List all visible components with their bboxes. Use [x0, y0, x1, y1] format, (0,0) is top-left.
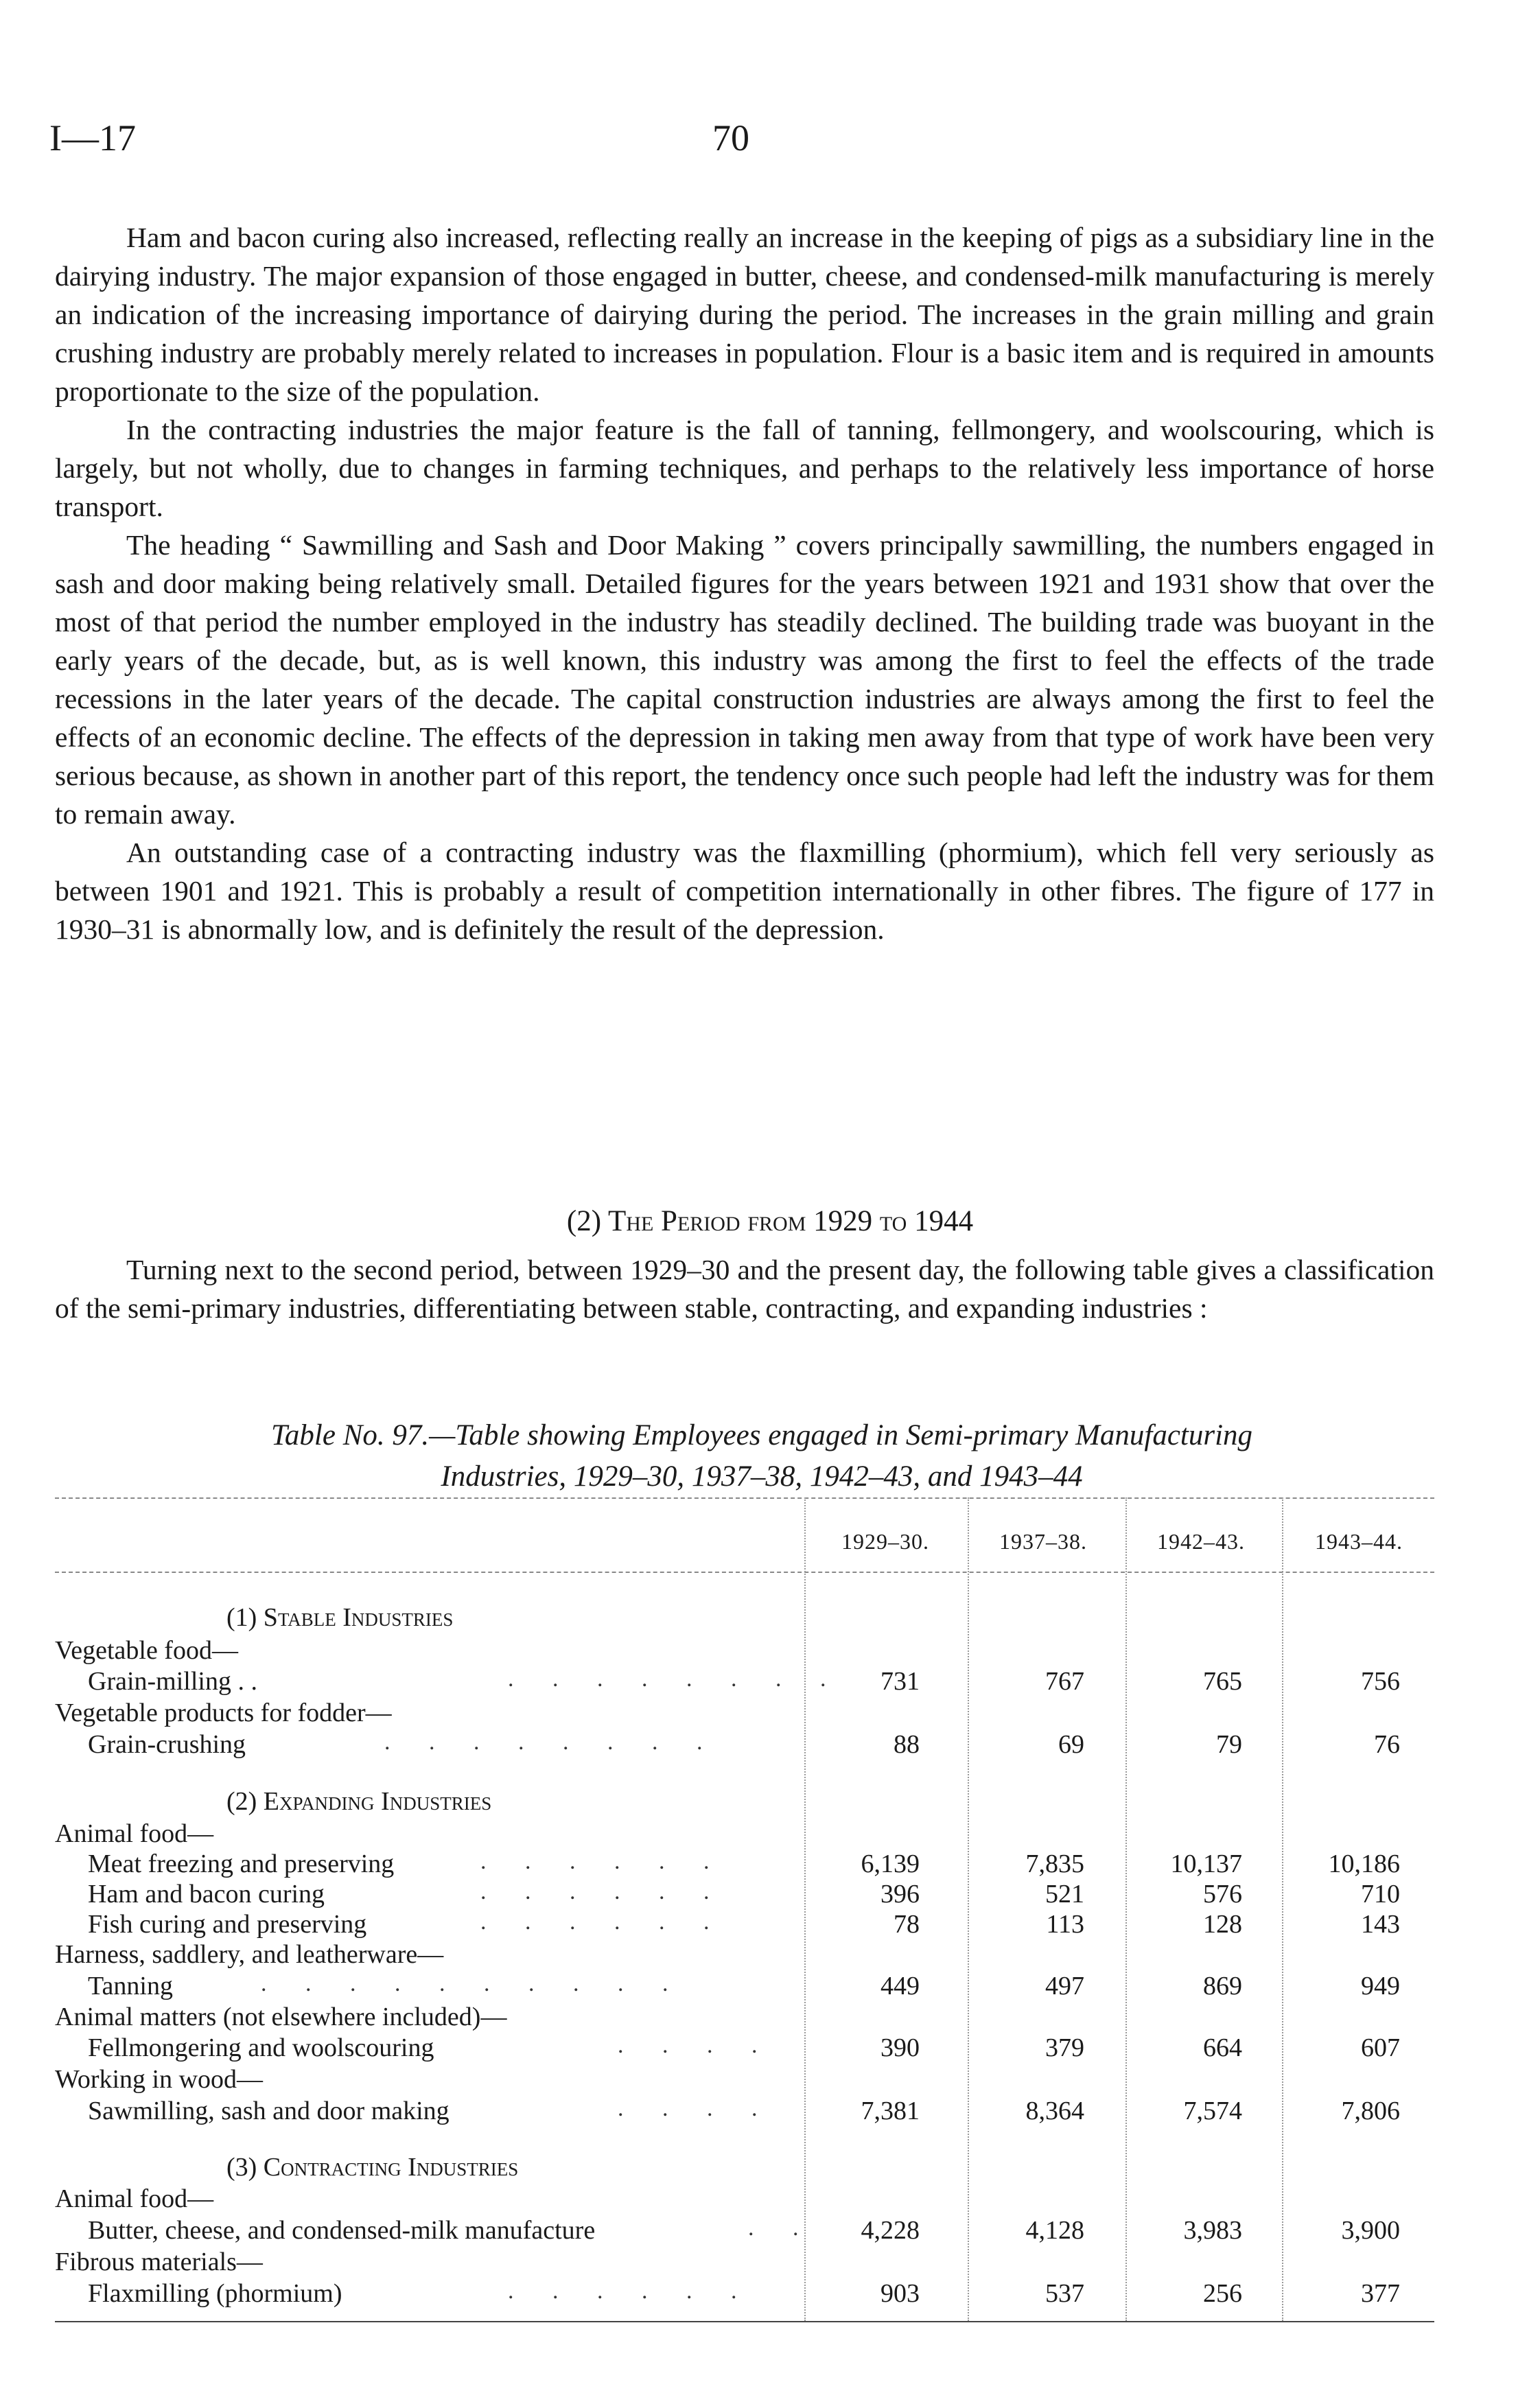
dot-leaders: . . . . — [618, 2033, 774, 2058]
table-cell: 537 — [1045, 2279, 1084, 2308]
paragraph: Turning next to the second period, between 1929–30 and the present day, the following table gives a classification of the semi-primary industries, differentiating between stable, contracting, and expanding industries : — [55, 1254, 1434, 1324]
table-cell: 664 — [1203, 2033, 1242, 2062]
table-cell: 576 — [1203, 1880, 1242, 1909]
row-label: Sawmilling, sash and door making — [88, 2097, 450, 2125]
row-category: Animal food— — [55, 1819, 214, 1848]
table-cell: 4,228 — [861, 2216, 920, 2245]
table-cell: 449 — [880, 1972, 920, 2000]
table-caption-line: Table No. 97.—Table showing Employees engaged in Semi-primary Manufacturing — [270, 1419, 1253, 1451]
row-label: Grain-crushing — [88, 1730, 246, 1759]
table-cell: 607 — [1361, 2033, 1400, 2062]
row-label: Fellmongering and woolscouring — [88, 2033, 434, 2062]
table-cell: 10,137 — [1170, 1849, 1242, 1878]
table-cell: 396 — [880, 1880, 920, 1909]
table-cell: 7,574 — [1183, 2097, 1242, 2125]
table-bottom-rule — [55, 2321, 1434, 2322]
table-cell: 4,128 — [1025, 2216, 1084, 2245]
row-label: Meat freezing and preserving — [88, 1849, 395, 1878]
row-label: Tanning — [88, 1972, 173, 2000]
row-category: Vegetable products for fodder— — [55, 1699, 392, 1727]
dot-leaders: . . . . — [618, 2096, 774, 2121]
dot-leaders: . . . . . . — [480, 1849, 726, 1874]
table-cell: 3,983 — [1183, 2216, 1242, 2245]
dot-leaders: . . . . . . . . . . — [261, 1971, 685, 1996]
table-caption-line: Industries, 1929–30, 1937–38, 1942–43, and 1943–44 — [441, 1460, 1083, 1493]
section-intro — [55, 1250, 1434, 1327]
table-cell: 756 — [1361, 1667, 1400, 1696]
table-cell: 7,835 — [1025, 1849, 1084, 1878]
table-header-rule — [55, 1572, 1434, 1573]
dot-leaders: . . . . . . — [480, 1879, 726, 1904]
table-cell: 731 — [880, 1667, 920, 1696]
paragraph: An outstanding case of a contracting industry was the flaxmilling (phormium), which fell very seriously as between 1901 and 1921. This is probably a result of competition internationally in other fibres. The figure of 177 in 1930–31 is abnormally low, and is definitely the result of the depression. — [55, 837, 1434, 945]
table-cell: 3,900 — [1341, 2216, 1400, 2245]
row-label: Ham and bacon curing — [88, 1880, 325, 1909]
section-heading: (2) The Period from 1929 to 1944 — [566, 1205, 974, 1237]
table-cell: 6,139 — [861, 1849, 920, 1878]
column-header: 1937–38. — [999, 1529, 1087, 1554]
row-label: Grain-milling . . — [88, 1667, 257, 1696]
table-cell: 767 — [1045, 1667, 1084, 1696]
report-reference: I—17 — [49, 117, 136, 159]
paragraph: In the contracting industries the major feature is the fall of tanning, fellmongery, and woolscouring, which is largely, but not wholly, due to changes in farming techniques, and perhaps to the relatively less importance of horse transport. — [55, 414, 1434, 522]
table-cell: 869 — [1203, 1972, 1242, 2000]
paragraph: Ham and bacon curing also increased, reflecting really an increase in the keeping of pigs as a subsidiary line in the dairying industry. The major expansion of those engaged in butter, cheese, and condensed-milk manufacturing is merely an indication of the increasing importance of dairying during the period. The increases in the grain milling and grain crushing industry are probably merely related to increases in population. Flour is a basic item and is required in amounts proportionate to the size of the population. — [55, 222, 1434, 407]
table-cell: 10,186 — [1328, 1849, 1400, 1878]
column-header: 1929–30. — [841, 1529, 929, 1554]
group-title: (2) Expanding Industries — [226, 1787, 492, 1816]
table-cell: 949 — [1361, 1972, 1400, 2000]
table-cell: 69 — [1058, 1730, 1084, 1759]
column-header: 1942–43. — [1157, 1529, 1245, 1554]
row-category: Working in wood— — [55, 2065, 264, 2094]
table-cell: 903 — [880, 2279, 920, 2308]
dot-leaders: . . . . . . . . — [508, 1666, 843, 1692]
table-cell: 78 — [894, 1910, 920, 1939]
dot-leaders: . . . . . . — [480, 1909, 726, 1935]
group-title: (3) Contracting Industries — [226, 2153, 519, 2182]
table-cell: 765 — [1203, 1667, 1242, 1696]
table-cell: 88 — [894, 1730, 920, 1759]
table-cell: 7,381 — [861, 2097, 920, 2125]
row-category: Vegetable food— — [55, 1636, 238, 1665]
row-label: Fish curing and preserving — [88, 1910, 367, 1939]
paragraph: The heading “ Sawmilling and Sash and Door Making ” covers principally sawmilling, the numbers engaged in sash and door making being relatively small. Detailed figures for the years between 1921 and 1931 show that over the most of that period the number employed in the industry has steadily declined. The building trade was buoyant in the early years of the decade, but, as is well known, this industry was among the first to feel the effects of the trade recessions in the later years of the decade. The capital construction industries are always among the first to feel the effects of an economic decline. The effects of the depression in taking men away from that type of work have been very serious because, as shown in another part of this report, the tendency once such people had left the industry was for them to remain away. — [55, 529, 1434, 830]
column-header: 1943–44. — [1315, 1529, 1403, 1554]
table-cell: 8,364 — [1025, 2097, 1084, 2125]
dot-leaders: . . . . . . . . — [384, 1729, 719, 1755]
table-cell: 79 — [1216, 1730, 1242, 1759]
row-category: Harness, saddlery, and leatherware— — [55, 1940, 444, 1969]
table-cell: 379 — [1045, 2033, 1084, 2062]
table-cell: 256 — [1203, 2279, 1242, 2308]
row-category: Fibrous materials— — [55, 2248, 263, 2276]
table-cell: 377 — [1361, 2279, 1400, 2308]
row-category: Animal food— — [55, 2184, 214, 2213]
dot-leaders: . . — [748, 2215, 815, 2241]
table-caption — [89, 1415, 1434, 1497]
table-cell: 143 — [1361, 1910, 1400, 1939]
table-cell: 521 — [1045, 1880, 1084, 1909]
table-cell: 497 — [1045, 1972, 1084, 2000]
page-number: 70 — [712, 117, 749, 159]
row-label: Butter, cheese, and condensed-milk manufacture — [88, 2216, 596, 2245]
table-cell: 390 — [880, 2033, 920, 2062]
table-cell: 113 — [1046, 1910, 1084, 1939]
body-text — [55, 218, 1434, 948]
table-cell: 7,806 — [1341, 2097, 1400, 2125]
row-category: Animal matters (not elsewhere included)— — [55, 2003, 507, 2031]
table-cell: 128 — [1203, 1910, 1242, 1939]
table-cell: 76 — [1374, 1730, 1400, 1759]
dot-leaders: . . . . . . — [508, 2278, 754, 2304]
table-top-rule — [55, 1497, 1434, 1499]
group-title: (1) Stable Industries — [226, 1603, 454, 1632]
table-cell: 710 — [1361, 1880, 1400, 1909]
row-label: Flaxmilling (phormium) — [88, 2279, 342, 2308]
